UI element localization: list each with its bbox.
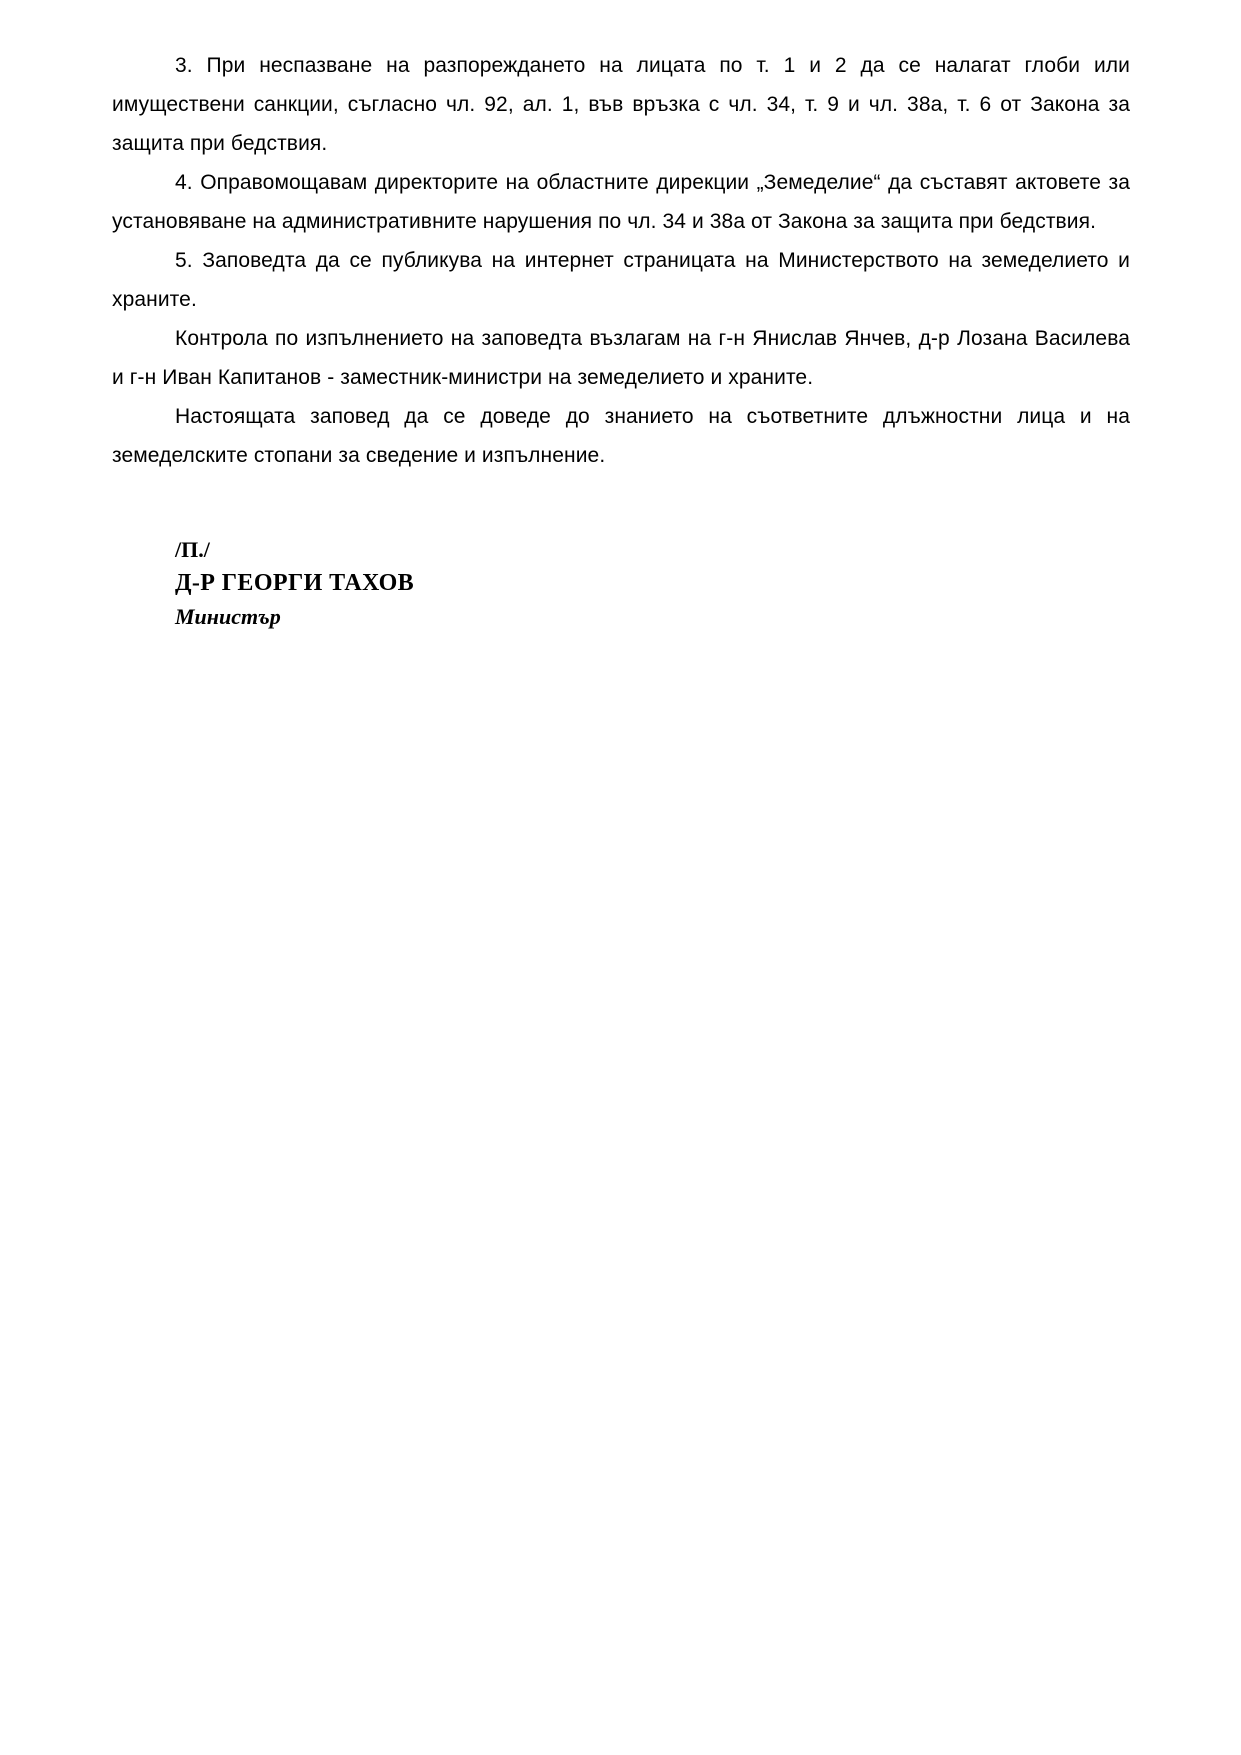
signed-for-mark: /П./ bbox=[175, 537, 210, 562]
order-paragraph-point-3: 3. При неспазване на разпореждането на лицата по т. 1 и 2 да се налагат глоби или имуществени санкции, съгласно чл. 92, ал. 1, във връзка с чл. 34, т. 9 и чл. 38а, т. 6 от Закона за защита при бедствия. bbox=[112, 54, 1130, 155]
order-paragraph-point-5: 5. Заповедта да се публикува на интернет страницата на Министерството на земеделието и храните. bbox=[112, 249, 1130, 311]
signatory-name: Д-Р ГЕОРГИ ТАХОВ bbox=[175, 570, 415, 596]
signature-block bbox=[175, 533, 1130, 633]
order-paragraph-point-4: 4. Оправомощавам директорите на областните дирекции „Земеделие“ да съставят актовете за установяване на административните нарушения по чл. 34 и 38а от Закона за защита при бедствия. bbox=[112, 171, 1130, 233]
order-paragraph-control: Контрола по изпълнението на заповедта възлагам на г-н Янислав Янчев, д-р Лозана Василева и г-н Иван Капитанов - заместник-министри на земеделието и храните. bbox=[112, 327, 1130, 389]
order-paragraph-notification: Настоящата заповед да се доведе до знанието на съответните длъжностни лица и на земеделските стопани за сведение и изпълнение. bbox=[112, 405, 1130, 467]
signatory-title: Министър bbox=[175, 604, 281, 629]
order-body bbox=[112, 46, 1130, 475]
